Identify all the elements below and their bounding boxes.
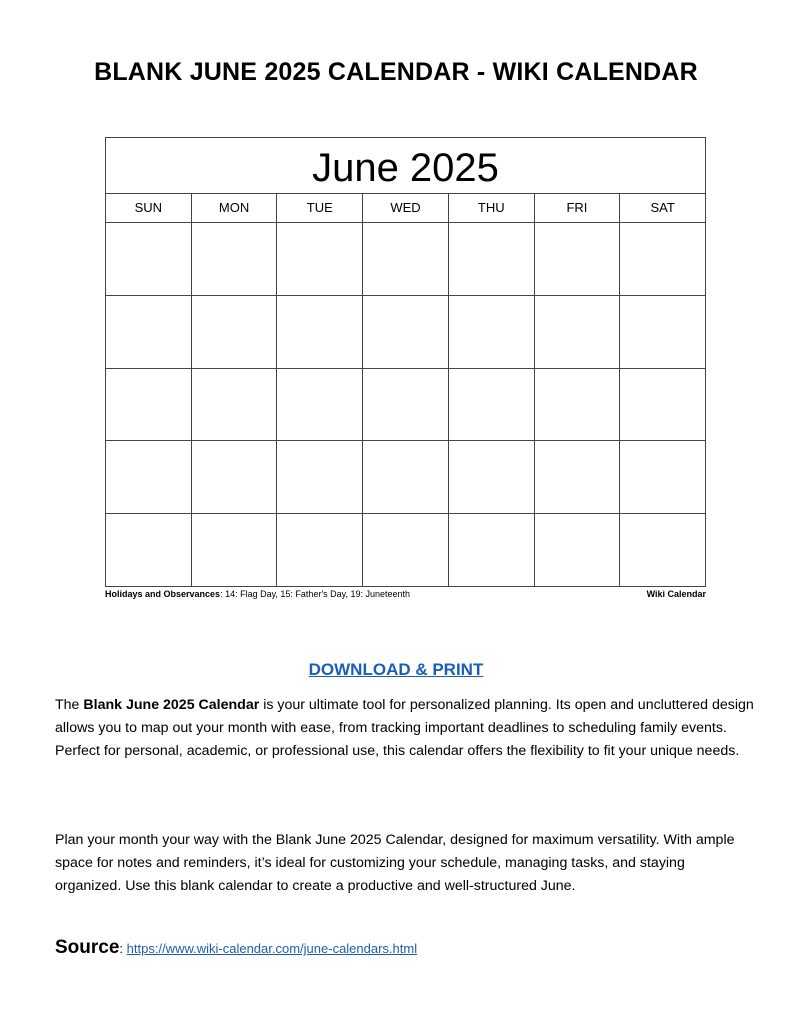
- download-print-link[interactable]: DOWNLOAD & PRINT: [308, 660, 484, 679]
- weekday-fri: FRI: [535, 194, 621, 222]
- calendar-day-cell: [363, 441, 449, 513]
- calendar: [105, 137, 706, 587]
- calendar-day-cell: [363, 296, 449, 368]
- calendar-week-row: [106, 441, 705, 514]
- weekday-sat: SAT: [650, 200, 675, 215]
- calendar-day-cell: [363, 223, 449, 295]
- calendar-day-cell: [620, 369, 705, 441]
- calendar-day-cell: [535, 514, 621, 586]
- page-title: BLANK JUNE 2025 CALENDAR - WIKI CALENDAR: [94, 58, 698, 86]
- weekday-tue: TUE: [277, 194, 363, 222]
- source-label: Source: [55, 937, 120, 958]
- calendar-day-cell: [106, 296, 192, 368]
- calendar-brand: Wiki Calendar: [646, 589, 706, 599]
- calendar-day-cell: [620, 223, 705, 295]
- source-line: [55, 937, 417, 959]
- calendar-day-cell: [192, 296, 278, 368]
- calendar-day-cell: [449, 223, 535, 295]
- calendar-day-cell: [620, 441, 705, 513]
- calendar-day-cell: [535, 223, 621, 295]
- calendar-day-cell: [277, 369, 363, 441]
- calendar-day-cell: [106, 223, 192, 295]
- calendar-day-cell: [106, 441, 192, 513]
- calendar-week-row: [106, 514, 705, 586]
- calendar-week-row: [106, 369, 705, 442]
- calendar-day-cell: [449, 441, 535, 513]
- calendar-day-cell: [192, 223, 278, 295]
- calendar-week-row: [106, 296, 705, 369]
- calendar-day-cell: [277, 514, 363, 586]
- calendar-day-cell: [192, 514, 278, 586]
- calendar-day-cell: [449, 514, 535, 586]
- para1-bold: Blank June 2025 Calendar: [83, 697, 260, 713]
- holidays-label: Holidays and Observances: [105, 589, 221, 599]
- calendar-day-cell: [363, 369, 449, 441]
- calendar-day-cell: [363, 514, 449, 586]
- calendar-day-cell: [192, 441, 278, 513]
- calendar-month-title: June 2025: [106, 138, 705, 194]
- holidays-text: : 14: Flag Day, 15: Father's Day, 19: Juneteenth: [220, 589, 411, 599]
- calendar-day-cell: [535, 441, 621, 513]
- weekday-thu: THU: [449, 194, 535, 222]
- calendar-footer: [105, 589, 706, 603]
- calendar-day-cell: [277, 223, 363, 295]
- calendar-day-cell: [620, 514, 705, 586]
- calendar-day-cell: [192, 369, 278, 441]
- calendar-day-cell: [277, 441, 363, 513]
- description-paragraph-1: [55, 694, 755, 763]
- calendar-day-cell: [277, 296, 363, 368]
- calendar-day-cell: [106, 369, 192, 441]
- description-paragraph-2: Plan your month your way with the Blank June 2025 Calendar, designed for maximum versatility. With ample space for notes and reminders, it’s ideal for customizing your schedule, managing tasks, and staying organized. Use this blank calendar to create a productive and well-structured June.: [55, 832, 735, 894]
- source-colon: :: [119, 941, 127, 956]
- calendar-weekday-header: [106, 194, 705, 223]
- para1-rest: is your ultimate tool for personalized planning. Its open and uncluttered design allows you to map out your month with ease, from tracking important deadlines to scheduling family events. Perfect for personal, academic, or professional use, this calendar offers the flexibility to fit your unique needs.: [55, 697, 754, 759]
- calendar-day-cell: [449, 296, 535, 368]
- calendar-day-cell: [620, 296, 705, 368]
- weekday-sun: SUN: [106, 194, 192, 222]
- calendar-week-row: [106, 223, 705, 296]
- holidays-note: [105, 589, 410, 603]
- weekday-wed: WED: [363, 194, 449, 222]
- para1-prefix: The: [55, 697, 84, 713]
- calendar-day-cell: [106, 514, 192, 586]
- calendar-day-cell: [535, 296, 621, 368]
- source-link[interactable]: https://www.wiki-calendar.com/june-calendars.html: [126, 941, 418, 956]
- weekday-mon: MON: [192, 194, 278, 222]
- download-section: [0, 660, 792, 680]
- calendar-day-cell: [449, 369, 535, 441]
- calendar-grid: [106, 223, 705, 586]
- calendar-day-cell: [535, 369, 621, 441]
